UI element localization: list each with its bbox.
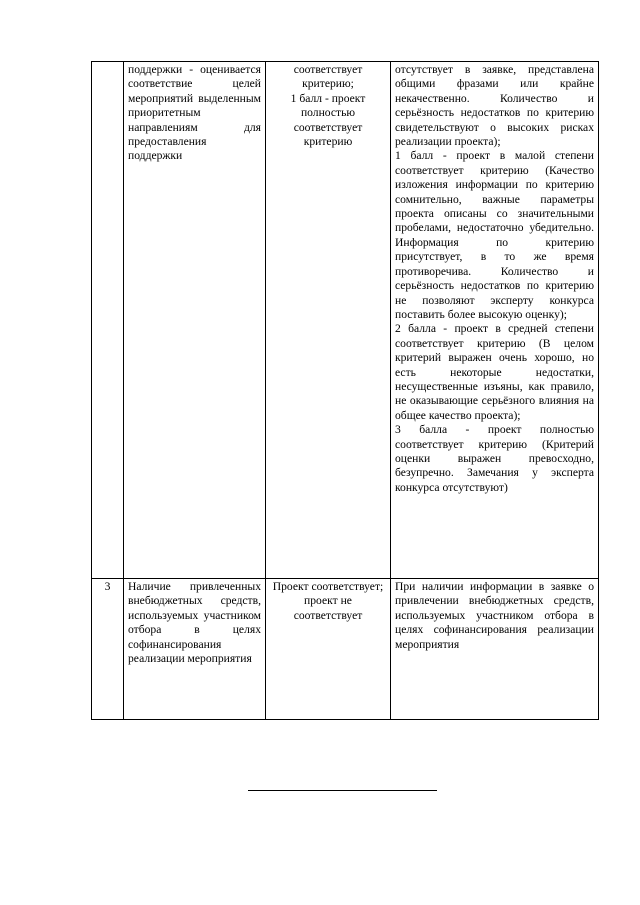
criterion-text: поддержки - оценивается соответствие целей мероприятий выделенным приоритетным направлениям для предоставления поддержки — [128, 63, 261, 163]
table-row — [92, 62, 599, 579]
footer-separator-line — [248, 790, 437, 791]
criterion-text: Наличие привлеченных внебюджетных средств, используемых участником отбора в целях софинансирования реализации мероприятия — [128, 580, 261, 666]
score-values-cell — [266, 62, 391, 579]
evaluation-cell — [391, 579, 599, 720]
score-value: соответствует критерию; — [293, 63, 363, 91]
criterion-cell — [124, 579, 266, 720]
row-number: 3 — [92, 579, 124, 720]
criterion-cell — [124, 62, 266, 579]
score-value: 1 балл - проект полностью соответствует критерию — [290, 91, 366, 149]
evaluation-paragraph: 3 балла - проект полностью соответствует критерию (Критерий оценки выражен превосходно, безупречно. Замечания у эксперта конкурса отсутствуют) — [395, 423, 594, 494]
score-values-cell — [266, 579, 391, 720]
evaluation-cell — [391, 62, 599, 579]
criteria-table — [91, 61, 599, 720]
evaluation-paragraph: 1 балл - проект в малой степени соответствует критерию (Качество изложения информации по критерию сомнительно, важные параметры проекта описаны со значительными пробелами, недостаточно убедительно. Информация по критерию присутствует, в то же время противоречива. Количество и серьёзность недостатков по критерию не позволяют эксперту конкурса поставить более высокую оценку); — [395, 149, 594, 321]
row-number — [92, 62, 124, 579]
evaluation-paragraph: 2 балла - проект в средней степени соответствует критерию (В целом критерий выражен очень хорошо, но есть некоторые недостатки, несущественные изъяны, как правило, не оказывающие серьёзного влияния на общее качество проекта); — [395, 322, 594, 422]
score-value: Проект соответствует; — [272, 580, 384, 593]
evaluation-paragraph: При наличии информации в заявке о привлечении внебюджетных средств, используемых участником отбора в целях софинансирования реализации мероприятия — [395, 580, 594, 651]
table-row — [92, 579, 599, 720]
score-value: проект не соответствует — [293, 594, 363, 622]
evaluation-paragraph: отсутствует в заявке, представлена общими фразами или крайне некачественно. Количество и серьёзность недостатков по критерию свидетельствуют о высоких рисках реализации проекта); — [395, 63, 594, 149]
